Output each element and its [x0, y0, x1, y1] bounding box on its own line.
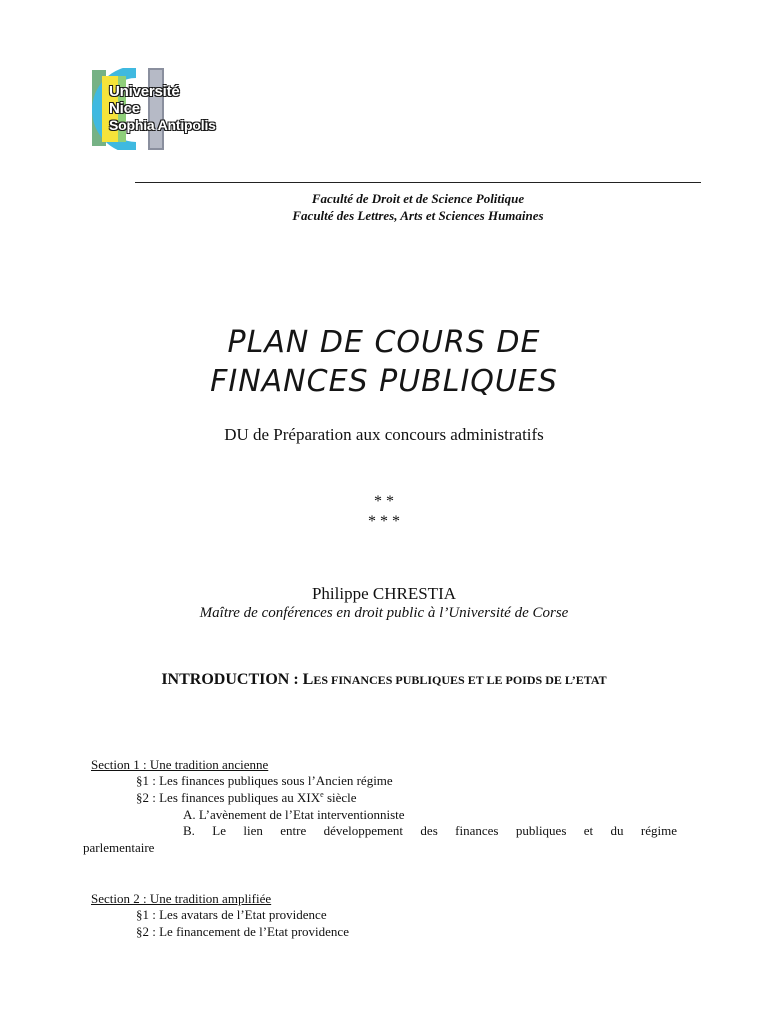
sub-b-word: Le [212, 823, 227, 838]
sub-b-word: développement [323, 823, 404, 838]
header-divider [135, 182, 701, 183]
section-1-sub-b [183, 823, 677, 839]
section-2-heading: Section 2 : Une tradition amplifiée [91, 891, 272, 906]
section-1-sub-a: A. L’avènement de l’Etat interventionniste [183, 807, 405, 822]
section-2-para-2: §2 : Le financement de l’Etat providence [136, 924, 349, 939]
introduction-label: INTRODUCTION : [161, 671, 299, 688]
section-2-para-1: §1 : Les avatars de l’Etat providence [136, 907, 327, 922]
section-1-para-1: §1 : Les finances publiques sous l’Ancien régime [136, 773, 393, 788]
introduction-topic-initial: L [302, 671, 314, 688]
faculty-line-2: Faculté des Lettres, Arts et Sciences Humaines [292, 208, 544, 223]
logo-text-nice: Nice [109, 100, 140, 117]
section-1-sub-b-continuation: parlementaire [83, 840, 155, 855]
sub-b-word: entre [280, 823, 307, 838]
section-1-para-2-sup: e [320, 790, 324, 799]
author-name: Philippe CHRESTIA [311, 584, 457, 603]
logo-text-sophia-antipolis: Sophia Antipolis [109, 117, 216, 133]
introduction-topic [303, 671, 607, 688]
author-role: Maître de conférences en droit public à l’Université de Corse [199, 605, 569, 621]
document-subtitle: DU de Préparation aux concours administratifs [224, 425, 544, 444]
document-title-line-2: FINANCES PUBLIQUES [210, 364, 558, 399]
sub-b-word: lien [243, 823, 263, 838]
sub-b-word: des [420, 823, 438, 838]
sub-b-word: régime [640, 823, 677, 838]
sub-b-word: et [583, 823, 594, 838]
sub-b-word: du [610, 823, 624, 838]
introduction-topic-rest: ES FINANCES PUBLIQUES ET LE POIDS DE L’ETAT [313, 673, 607, 687]
university-logo [92, 68, 228, 150]
logo-text-universite: Université [109, 83, 180, 100]
section-1-para-2 [136, 790, 357, 806]
document-title-line-1: PLAN DE COURS DE [227, 325, 541, 360]
sub-b-word: publiques [515, 823, 567, 838]
sub-b-word: B. [183, 823, 195, 838]
separator-stars-2: * * * [368, 513, 400, 530]
section-1-heading: Section 1 : Une tradition ancienne [91, 757, 269, 772]
section-1-para-2-prefix: §2 : Les finances publiques au XIX [136, 790, 321, 805]
separator-stars-1: * * [374, 493, 394, 510]
introduction-heading [0, 669, 768, 691]
faculty-line-1: Faculté de Droit et de Science Politique [311, 191, 525, 206]
sub-b-word: finances [455, 823, 499, 838]
section-1-para-2-suffix: siècle [323, 790, 357, 805]
